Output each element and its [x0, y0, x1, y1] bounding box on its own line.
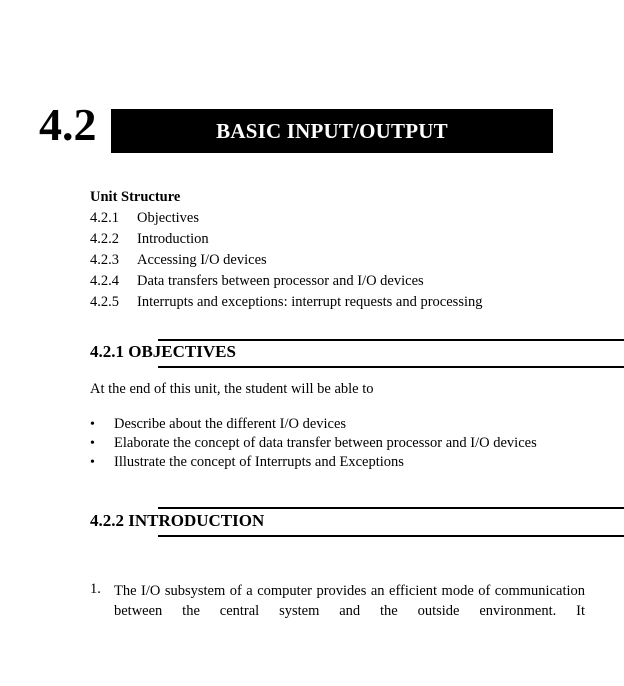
paragraph-number: 1. — [90, 581, 101, 597]
unit-number: 4.2.5 — [90, 294, 119, 310]
list-item — [90, 230, 483, 251]
unit-label: Objectives — [137, 210, 200, 226]
unit-number: 4.2.1 — [90, 210, 119, 226]
section-rule-top — [158, 507, 624, 509]
unit-label: Data transfers between processor and I/O devices — [137, 273, 424, 289]
unit-label: Introduction — [137, 231, 209, 247]
section-rule-top — [158, 339, 624, 341]
bullet-item: • Illustrate the concept of Interrupts and Exceptions — [90, 454, 553, 471]
unit-number: 4.2.3 — [90, 252, 119, 268]
unit-label: Accessing I/O devices — [137, 252, 267, 268]
chapter-title: BASIC INPUT/OUTPUT — [216, 118, 448, 143]
objectives-heading: 4.2.1 OBJECTIVES — [90, 342, 236, 361]
section-rule-bottom — [158, 535, 624, 537]
unit-structure-list — [90, 209, 483, 314]
paragraph-text: The I/O subsystem of a computer provides an efficient mode of communication between the central system and the outside environment. It — [114, 583, 585, 619]
bullet-item: • Elaborate the concept of data transfer between processor and I/O devices — [90, 435, 553, 452]
numbered-paragraph — [90, 581, 585, 621]
unit-number: 4.2.2 — [90, 231, 119, 247]
list-item — [90, 209, 483, 230]
list-item — [90, 293, 483, 314]
list-item — [90, 272, 483, 293]
unit-number: 4.2.4 — [90, 273, 119, 289]
chapter-number: 4.2 — [39, 99, 97, 150]
unit-label: Interrupts and exceptions: interrupt requests and processing — [137, 294, 483, 310]
list-item — [90, 251, 483, 272]
chapter-title-bar — [111, 109, 553, 153]
objectives-bullet-list — [90, 416, 553, 473]
section-rule-bottom — [158, 366, 624, 368]
unit-structure-heading: Unit Structure — [90, 189, 181, 205]
objectives-intro: At the end of this unit, the student will be able to — [90, 381, 374, 397]
bullet-item: • Describe about the different I/O devices — [90, 416, 553, 433]
introduction-heading: 4.2.2 INTRODUCTION — [90, 511, 265, 530]
